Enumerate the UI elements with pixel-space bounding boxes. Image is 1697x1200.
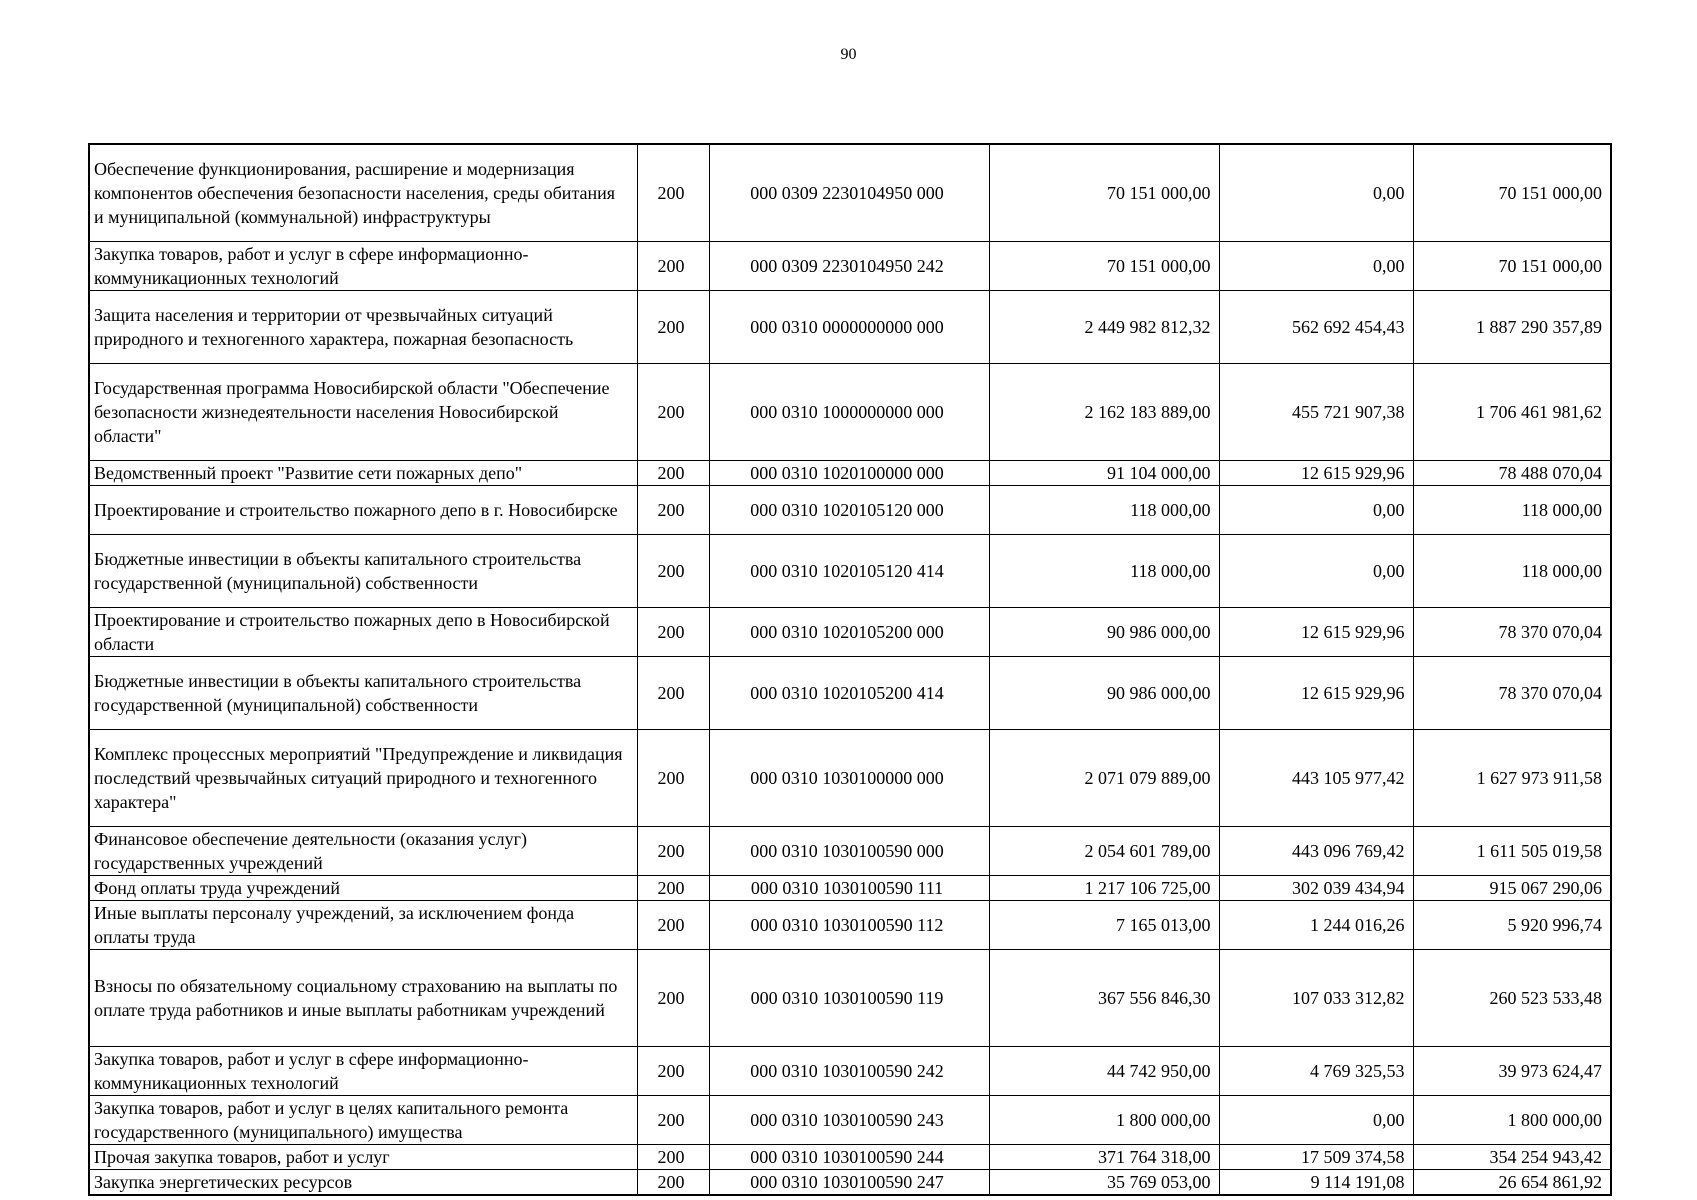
table-row (89, 486, 1611, 535)
row-approved-amount: 35 769 053,00 (989, 1170, 1219, 1196)
row-line-code: 200 (637, 1145, 709, 1170)
row-line-code: 200 (637, 461, 709, 486)
row-line-code: 200 (637, 486, 709, 535)
table-row (89, 876, 1611, 901)
table-row (89, 950, 1611, 1047)
row-name: Ведомственный проект "Развитие сети пожарных депо" (89, 461, 637, 486)
row-name: Взносы по обязательному социальному страхованию на выплаты по оплате труда работников и иные выплаты работникам учреждений (89, 950, 637, 1047)
row-unexecuted-amount: 354 254 943,42 (1413, 1145, 1611, 1170)
row-executed-amount: 107 033 312,82 (1219, 950, 1413, 1047)
row-executed-amount: 4 769 325,53 (1219, 1047, 1413, 1096)
row-unexecuted-amount: 70 151 000,00 (1413, 242, 1611, 291)
row-line-code: 200 (637, 364, 709, 461)
row-unexecuted-amount: 1 887 290 357,89 (1413, 291, 1611, 364)
row-name: Бюджетные инвестиции в объекты капитального строительства государственной (муниципальной) собственности (89, 657, 637, 730)
row-classification-code: 000 0310 1030100000 000 (709, 730, 989, 827)
row-classification-code: 000 0310 1030100590 247 (709, 1170, 989, 1196)
row-unexecuted-amount: 39 973 624,47 (1413, 1047, 1611, 1096)
row-approved-amount: 367 556 846,30 (989, 950, 1219, 1047)
row-classification-code: 000 0310 1030100590 112 (709, 901, 989, 950)
row-line-code: 200 (637, 242, 709, 291)
row-unexecuted-amount: 1 611 505 019,58 (1413, 827, 1611, 876)
row-name: Закупка товаров, работ и услуг в целях капитального ремонта государственного (муниципального) имущества (89, 1096, 637, 1145)
table-row (89, 461, 1611, 486)
row-line-code: 200 (637, 1170, 709, 1196)
row-approved-amount: 1 217 106 725,00 (989, 876, 1219, 901)
row-name: Прочая закупка товаров, работ и услуг (89, 1145, 637, 1170)
row-executed-amount: 0,00 (1219, 486, 1413, 535)
table-row (89, 1145, 1611, 1170)
row-executed-amount: 562 692 454,43 (1219, 291, 1413, 364)
table-row (89, 901, 1611, 950)
row-executed-amount: 302 039 434,94 (1219, 876, 1413, 901)
row-name: Комплекс процессных мероприятий "Предупреждение и ликвидация последствий чрезвычайных ситуаций природного и техногенного характера" (89, 730, 637, 827)
row-line-code: 200 (637, 657, 709, 730)
row-unexecuted-amount: 78 370 070,04 (1413, 608, 1611, 657)
row-name: Закупка товаров, работ и услуг в сфере информационно-коммуникационных технологий (89, 242, 637, 291)
row-approved-amount: 118 000,00 (989, 535, 1219, 608)
row-unexecuted-amount: 78 370 070,04 (1413, 657, 1611, 730)
row-classification-code: 000 0310 1020100000 000 (709, 461, 989, 486)
row-unexecuted-amount: 70 151 000,00 (1413, 144, 1611, 242)
row-executed-amount: 0,00 (1219, 144, 1413, 242)
table-row (89, 1170, 1611, 1196)
row-executed-amount: 455 721 907,38 (1219, 364, 1413, 461)
row-line-code: 200 (637, 1047, 709, 1096)
row-classification-code: 000 0310 1030100590 111 (709, 876, 989, 901)
row-line-code: 200 (637, 901, 709, 950)
row-approved-amount: 2 162 183 889,00 (989, 364, 1219, 461)
row-unexecuted-amount: 260 523 533,48 (1413, 950, 1611, 1047)
row-approved-amount: 90 986 000,00 (989, 657, 1219, 730)
row-unexecuted-amount: 1 627 973 911,58 (1413, 730, 1611, 827)
row-classification-code: 000 0309 2230104950 000 (709, 144, 989, 242)
budget-table (88, 143, 1612, 1196)
row-approved-amount: 1 800 000,00 (989, 1096, 1219, 1145)
table-row (89, 730, 1611, 827)
row-executed-amount: 12 615 929,96 (1219, 461, 1413, 486)
table-row (89, 1047, 1611, 1096)
row-classification-code: 000 0310 0000000000 000 (709, 291, 989, 364)
row-approved-amount: 2 054 601 789,00 (989, 827, 1219, 876)
table-row (89, 535, 1611, 608)
table-row (89, 827, 1611, 876)
row-approved-amount: 7 165 013,00 (989, 901, 1219, 950)
row-classification-code: 000 0310 1030100590 243 (709, 1096, 989, 1145)
row-name: Защита населения и территории от чрезвычайных ситуаций природного и техногенного характера, пожарная безопасность (89, 291, 637, 364)
row-executed-amount: 443 105 977,42 (1219, 730, 1413, 827)
row-name: Обеспечение функционирования, расширение и модернизация компонентов обеспечения безопасности населения, среды обитания и муниципальной (коммунальной) инфраструктуры (89, 144, 637, 242)
row-name: Финансовое обеспечение деятельности (оказания услуг) государственных учреждений (89, 827, 637, 876)
row-approved-amount: 70 151 000,00 (989, 144, 1219, 242)
row-classification-code: 000 0310 1030100590 244 (709, 1145, 989, 1170)
row-classification-code: 000 0309 2230104950 242 (709, 242, 989, 291)
row-unexecuted-amount: 26 654 861,92 (1413, 1170, 1611, 1196)
row-classification-code: 000 0310 1020105120 000 (709, 486, 989, 535)
row-name: Иные выплаты персоналу учреждений, за исключением фонда оплаты труда (89, 901, 637, 950)
row-executed-amount: 9 114 191,08 (1219, 1170, 1413, 1196)
table-row (89, 364, 1611, 461)
row-line-code: 200 (637, 950, 709, 1047)
row-unexecuted-amount: 78 488 070,04 (1413, 461, 1611, 486)
row-line-code: 200 (637, 608, 709, 657)
row-approved-amount: 2 071 079 889,00 (989, 730, 1219, 827)
row-line-code: 200 (637, 827, 709, 876)
page-number: 90 (840, 46, 857, 63)
table-row (89, 657, 1611, 730)
row-line-code: 200 (637, 1096, 709, 1145)
row-executed-amount: 0,00 (1219, 242, 1413, 291)
row-unexecuted-amount: 1 800 000,00 (1413, 1096, 1611, 1145)
row-approved-amount: 90 986 000,00 (989, 608, 1219, 657)
row-name: Проектирование и строительство пожарного депо в г. Новосибирске (89, 486, 637, 535)
table-row (89, 1096, 1611, 1145)
row-line-code: 200 (637, 291, 709, 364)
row-classification-code: 000 0310 1020105120 414 (709, 535, 989, 608)
row-approved-amount: 91 104 000,00 (989, 461, 1219, 486)
row-unexecuted-amount: 1 706 461 981,62 (1413, 364, 1611, 461)
row-classification-code: 000 0310 1000000000 000 (709, 364, 989, 461)
row-approved-amount: 371 764 318,00 (989, 1145, 1219, 1170)
row-line-code: 200 (637, 876, 709, 901)
row-name: Проектирование и строительство пожарных депо в Новосибирской области (89, 608, 637, 657)
row-approved-amount: 2 449 982 812,32 (989, 291, 1219, 364)
row-name: Закупка товаров, работ и услуг в сфере информационно-коммуникационных технологий (89, 1047, 637, 1096)
row-approved-amount: 44 742 950,00 (989, 1047, 1219, 1096)
table-row (89, 144, 1611, 242)
row-unexecuted-amount: 5 920 996,74 (1413, 901, 1611, 950)
row-approved-amount: 70 151 000,00 (989, 242, 1219, 291)
row-name: Закупка энергетических ресурсов (89, 1170, 637, 1196)
row-line-code: 200 (637, 144, 709, 242)
row-line-code: 200 (637, 535, 709, 608)
row-executed-amount: 12 615 929,96 (1219, 657, 1413, 730)
row-approved-amount: 118 000,00 (989, 486, 1219, 535)
row-classification-code: 000 0310 1020105200 000 (709, 608, 989, 657)
row-classification-code: 000 0310 1030100590 000 (709, 827, 989, 876)
table-row (89, 291, 1611, 364)
table-row (89, 242, 1611, 291)
row-executed-amount: 443 096 769,42 (1219, 827, 1413, 876)
row-name: Фонд оплаты труда учреждений (89, 876, 637, 901)
row-classification-code: 000 0310 1030100590 242 (709, 1047, 989, 1096)
row-executed-amount: 1 244 016,26 (1219, 901, 1413, 950)
row-name: Государственная программа Новосибирской области "Обеспечение безопасности жизнедеятельности населения Новосибирской области" (89, 364, 637, 461)
row-classification-code: 000 0310 1020105200 414 (709, 657, 989, 730)
table-row (89, 608, 1611, 657)
row-executed-amount: 0,00 (1219, 1096, 1413, 1145)
row-executed-amount: 12 615 929,96 (1219, 608, 1413, 657)
row-unexecuted-amount: 915 067 290,06 (1413, 876, 1611, 901)
row-name: Бюджетные инвестиции в объекты капитального строительства государственной (муниципальной) собственности (89, 535, 637, 608)
row-classification-code: 000 0310 1030100590 119 (709, 950, 989, 1047)
row-executed-amount: 17 509 374,58 (1219, 1145, 1413, 1170)
row-line-code: 200 (637, 730, 709, 827)
row-unexecuted-amount: 118 000,00 (1413, 486, 1611, 535)
row-unexecuted-amount: 118 000,00 (1413, 535, 1611, 608)
row-executed-amount: 0,00 (1219, 535, 1413, 608)
